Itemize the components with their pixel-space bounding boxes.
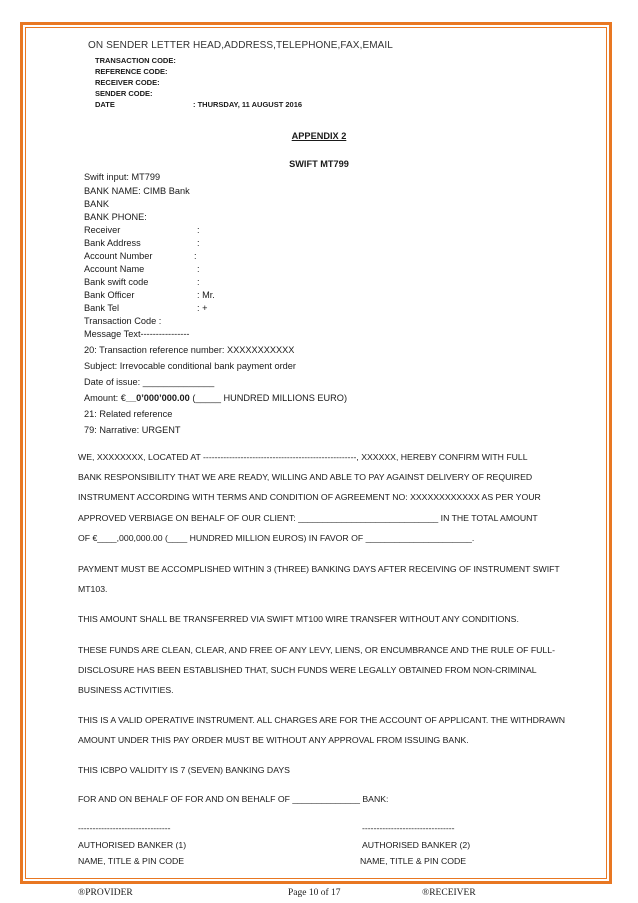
bank-tel-value: : +: [197, 303, 208, 313]
signature-left-title: AUTHORISED BANKER (1): [78, 840, 187, 850]
account-name-label: Account Name: [84, 264, 145, 274]
amount-prefix: Amount: €: [84, 393, 126, 403]
paragraph-1-line-3: INSTRUMENT ACCORDING WITH TERMS AND CONDITION OF AGREEMENT NO: XXXXXXXXXXXX AS PER YOUR: [78, 492, 541, 502]
paragraph-5-line-1: THIS IS A VALID OPERATIVE INSTRUMENT. ALL CHARGES ARE FOR THE ACCOUNT OF APPLICANT. THE WITHDRAWN: [78, 715, 566, 725]
signature-right-title: AUTHORISED BANKER (2): [362, 840, 471, 850]
bank-line: BANK: [84, 199, 110, 209]
paragraph-2-line-2: MT103.: [78, 584, 108, 594]
subject-line: Subject: Irrevocable conditional bank payment order: [84, 361, 296, 371]
account-name-value: :: [197, 264, 200, 274]
transaction-reference: 20: Transaction reference number: XXXXXXXXXXX: [84, 345, 295, 355]
footer-receiver: ®RECEIVER: [422, 888, 476, 898]
transaction-code-label: TRANSACTION CODE:: [95, 56, 176, 65]
swift-code-label: Bank swift code: [84, 277, 149, 287]
transaction-code-field: Transaction Code :: [84, 316, 162, 326]
reference-code-label: REFERENCE CODE:: [95, 67, 168, 76]
signature-line-right: --------------------------------: [362, 823, 455, 833]
bank-address-label: Bank Address: [84, 238, 141, 248]
sender-code-label: SENDER CODE:: [95, 89, 153, 98]
paragraph-1-line-4: APPROVED VERBIAGE ON BEHALF OF OUR CLIENT: _____________________________ IN THE TOTAL AMOUNT: [78, 513, 538, 523]
paragraph-6: THIS ICBPO VALIDITY IS 7 (SEVEN) BANKING DAYS: [78, 765, 290, 775]
receiver-code-label: RECEIVER CODE:: [95, 78, 160, 87]
bank-address-value: :: [197, 238, 200, 248]
letterhead-title: ON SENDER LETTER HEAD,ADDRESS,TELEPHONE,FAX,EMAIL: [88, 40, 393, 51]
paragraph-4-line-2: DISCLOSURE HAS BEEN ESTABLISHED THAT, SUCH FUNDS WERE LEGALLY OBTAINED FROM NON-CRIMINAL: [78, 665, 537, 675]
footer-provider: ®PROVIDER: [78, 888, 133, 898]
narrative: 79: Narrative: URGENT: [84, 425, 181, 435]
signature-right-subtitle: NAME, TITLE & PIN CODE: [360, 856, 467, 866]
amount-suffix: (_____ HUNDRED MILLIONS EURO): [189, 393, 348, 403]
message-text: Message Text----------------: [84, 329, 190, 339]
amount-line: [84, 393, 347, 403]
account-number-value: :: [194, 251, 197, 261]
date-of-issue: Date of issue: ______________: [84, 377, 215, 387]
date-value: : THURSDAY, 11 AUGUST 2016: [193, 100, 303, 109]
signature-line-left: --------------------------------: [78, 823, 171, 833]
paragraph-4-line-3: BUSINESS ACTIVITIES.: [78, 685, 174, 695]
bank-officer-value: : Mr.: [197, 290, 215, 300]
account-number-label: Account Number: [84, 251, 153, 261]
amount-value: __0’000’000.00: [125, 393, 190, 403]
bank-officer-label: Bank Officer: [84, 290, 135, 300]
paragraph-1-line-5: OF €____,000,000.00 (____ HUNDRED MILLION EUROS) IN FAVOR OF ______________________.: [78, 533, 475, 543]
receiver-label: Receiver: [84, 225, 121, 235]
appendix-title: APPENDIX 2: [291, 131, 347, 141]
signature-left-subtitle: NAME, TITLE & PIN CODE: [78, 856, 185, 866]
date-label: DATE: [95, 100, 115, 109]
bank-phone: BANK PHONE:: [84, 212, 147, 222]
related-reference: 21: Related reference: [84, 409, 173, 419]
bank-tel-label: Bank Tel: [84, 303, 120, 313]
swift-title: SWIFT MT799: [289, 159, 349, 169]
bank-name: BANK NAME: CIMB Bank: [84, 186, 190, 196]
paragraph-5-line-2: AMOUNT UNDER THIS PAY ORDER MUST BE WITHOUT ANY APPROVAL FROM ISSUING BANK.: [78, 735, 469, 745]
paragraph-1-line-1: WE, XXXXXXXX, LOCATED AT -----------------------------------------------------, XXXXXX, HEREBY CONFIRM WITH FULL: [78, 452, 528, 462]
paragraph-2-line-1: PAYMENT MUST BE ACCOMPLISHED WITHIN 3 (THREE) BANKING DAYS AFTER RECEIVING OF INSTRUMENT SWIFT: [78, 564, 560, 574]
swift-code-value: :: [197, 277, 200, 287]
paragraph-1-line-2: BANK RESPONSIBILITY THAT WE ARE READY, WILLING AND ABLE TO PAY AGAINST DELIVERY OF REQUIRED: [78, 472, 533, 482]
footer-page-number: Page 10 of 17: [288, 888, 341, 898]
paragraph-3: THIS AMOUNT SHALL BE TRANSFERRED VIA SWIFT MT100 WIRE TRANSFER WITHOUT ANY CONDITIONS.: [78, 614, 519, 624]
swift-input: Swift input: MT799: [84, 172, 161, 182]
receiver-value: :: [197, 225, 200, 235]
paragraph-4-line-1: THESE FUNDS ARE CLEAN, CLEAR, AND FREE OF ANY LEVY, LIENS, OR ENCUMBRANCE AND THE RULE OF FULL-: [78, 645, 555, 655]
paragraph-7: FOR AND ON BEHALF OF FOR AND ON BEHALF OF ______________ BANK:: [78, 794, 389, 804]
